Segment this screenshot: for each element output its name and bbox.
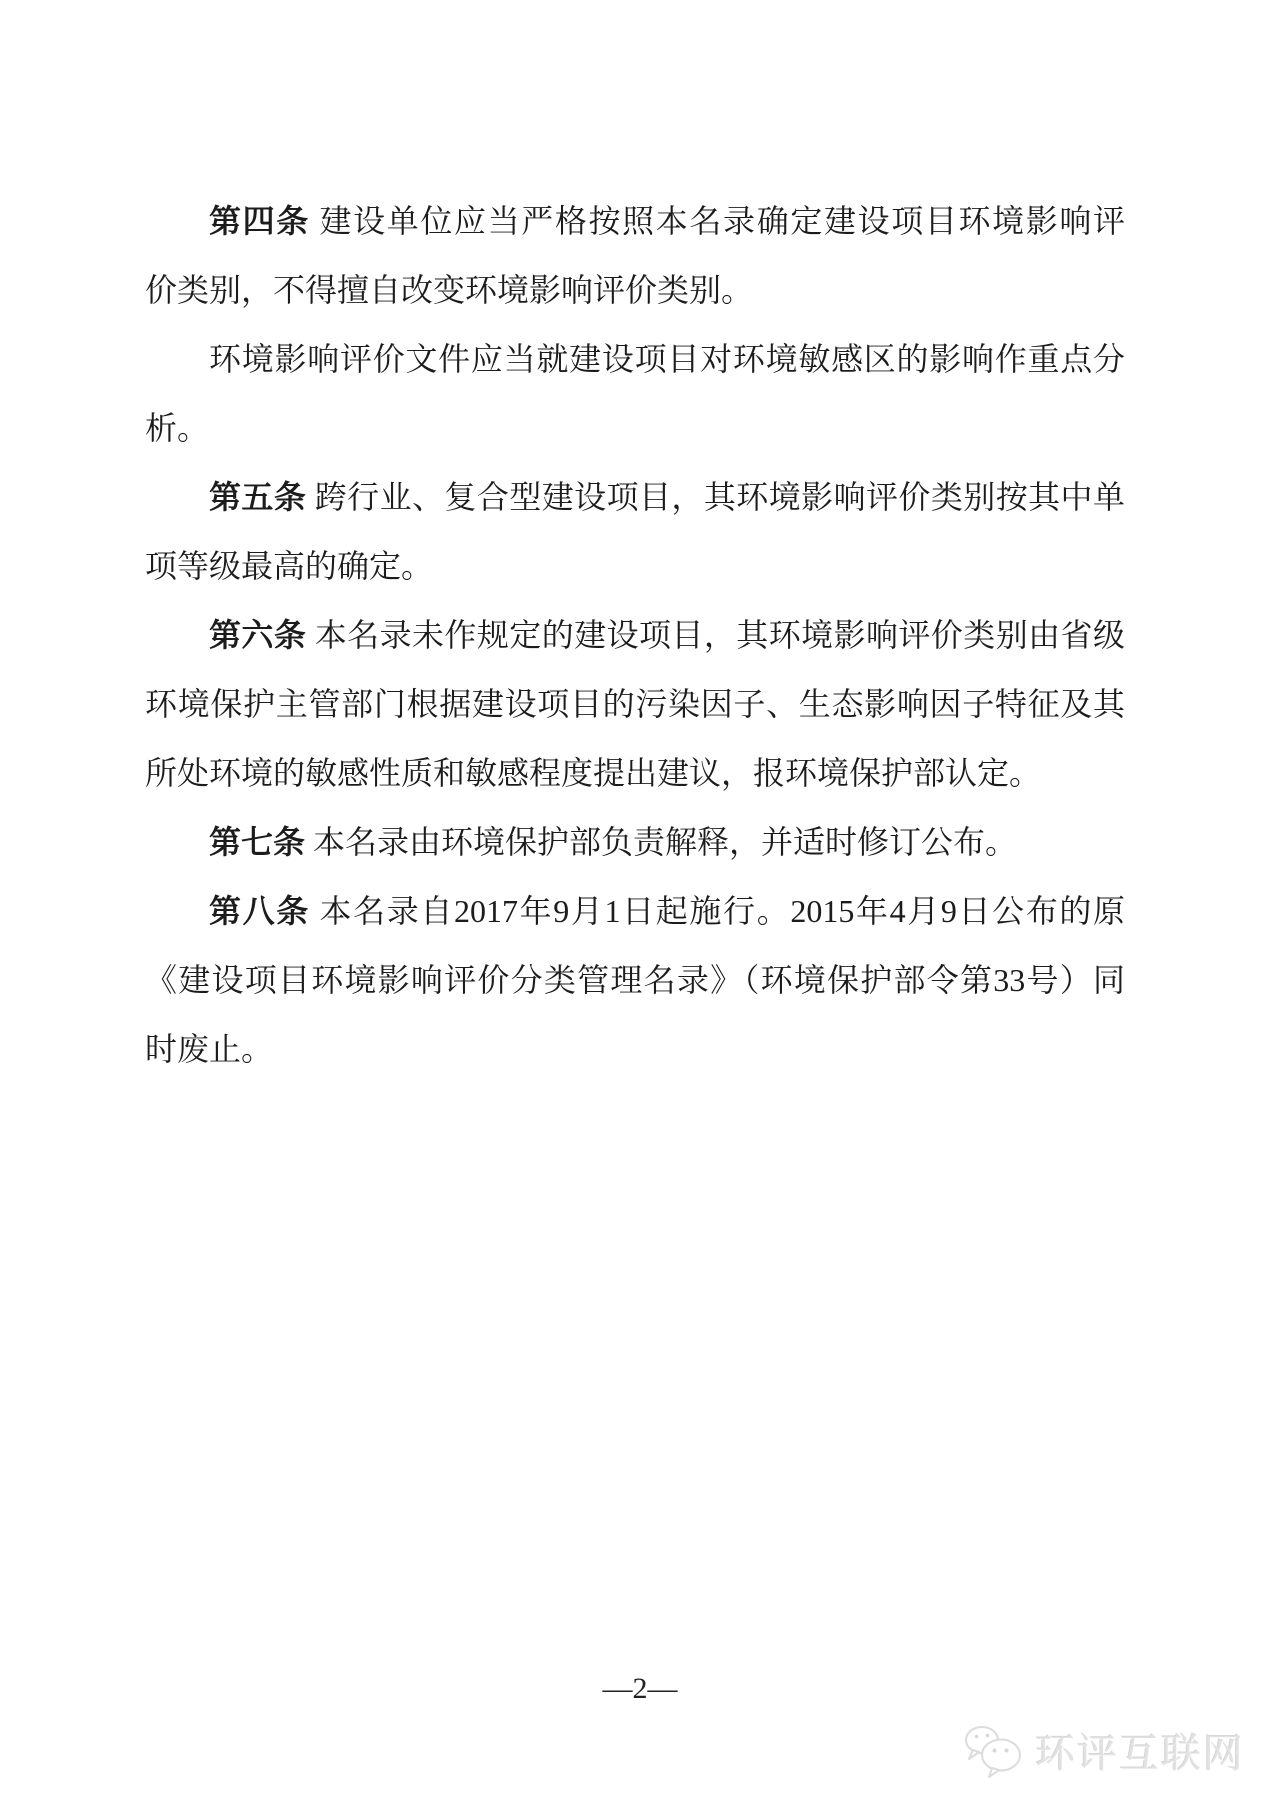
paragraph [145,808,1125,877]
article-text: 项等级最高的确定。 [145,548,434,584]
text-line [145,463,1125,532]
text-line [145,1015,1125,1084]
article-text: 环境保护主管部门根据建设项目的污染因子、生态影响因子特征及其 [145,686,1125,722]
text-line [145,532,1125,601]
document-body [145,187,1125,1084]
article-number: 第六条 [209,617,307,653]
article-number: 第七条 [209,824,306,860]
text-line [145,187,1125,256]
article-text: 价类别，不得擅自改变环境影响评价类别。 [145,272,754,308]
article-text: 本名录未作规定的建设项目，其环境影响评价类别由省级 [306,617,1125,653]
text-line [145,394,1125,463]
paragraph [145,877,1125,1084]
text-line [145,256,1125,325]
article-text: 析。 [145,410,210,446]
text-line [145,325,1125,394]
article-number: 第八条 [209,893,310,929]
watermark [961,1722,1245,1779]
paragraph [145,463,1125,601]
wechat-icon [961,1723,1025,1779]
text-line [145,739,1125,808]
article-text: 《建设项目环境影响评价分类管理名录》（环境保护部令第33号）同 [145,962,1125,998]
article-text: 本名录由环境保护部负责解释，并适时修订公布。 [305,824,1018,860]
article-text: 建设单位应当严格按照本名录确定建设项目环境影响评 [309,203,1125,239]
paragraph [145,187,1125,325]
text-line [145,877,1125,946]
article-number: 第四条 [209,203,310,239]
text-line [145,808,1125,877]
article-text: 时废止。 [145,1031,274,1067]
article-text: 本名录自2017年9月1日起施行。2015年4月9日公布的原 [309,893,1125,929]
text-line [145,670,1125,739]
article-text: 所处环境的敏感性质和敏感程度提出建议，报环境保护部认定。 [145,755,1042,791]
watermark-label: 环评互联网 [1035,1732,1245,1776]
text-line [145,946,1125,1015]
article-text: 跨行业、复合型建设项目，其环境影响评价类别按其中单 [306,479,1125,515]
article-text: 环境影响评价文件应当就建设项目对环境敏感区的影响作重点分 [209,341,1125,377]
paragraph [145,601,1125,808]
paragraph [145,325,1125,463]
page-number: —2— [602,1672,678,1705]
text-line [145,601,1125,670]
article-number: 第五条 [209,479,307,515]
